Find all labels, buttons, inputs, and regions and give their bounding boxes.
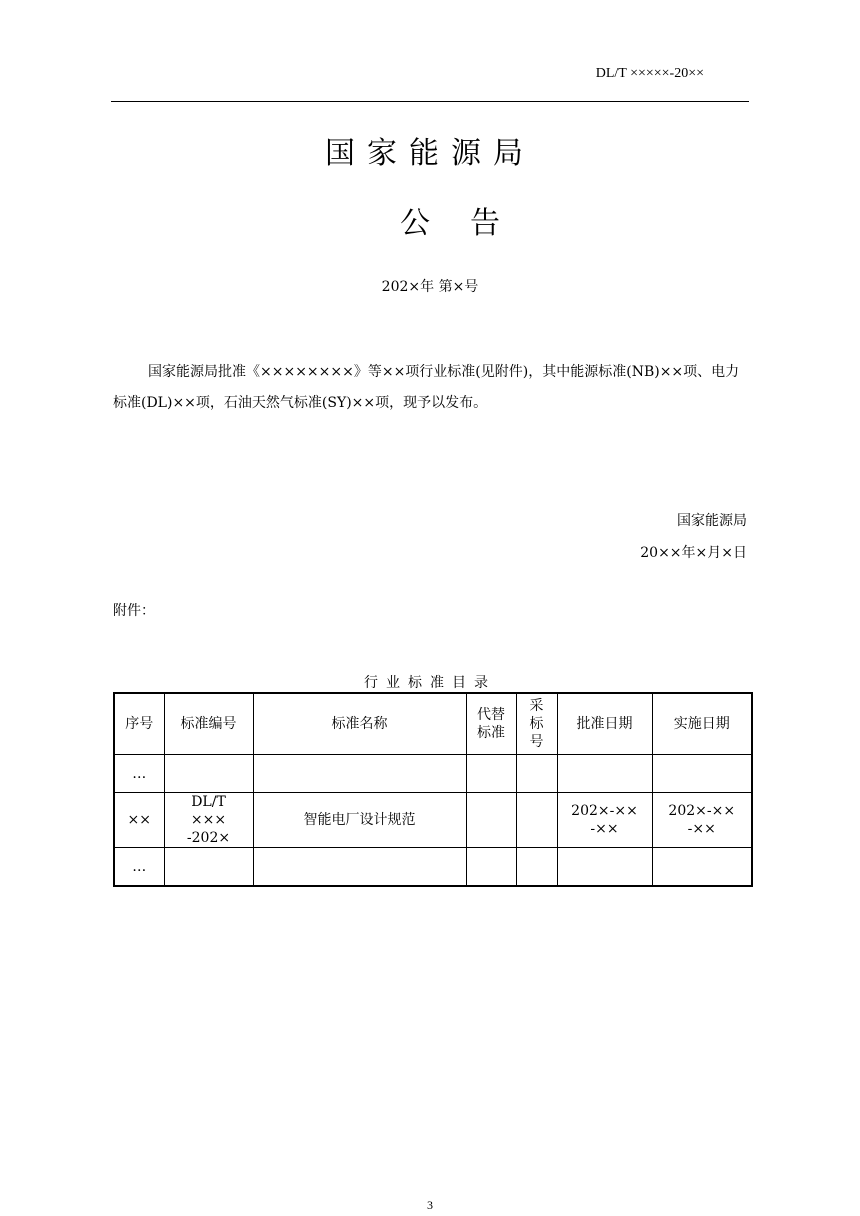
page-number: 3: [427, 1198, 433, 1212]
table-cell: [652, 848, 752, 887]
table-header-row: [114, 693, 752, 755]
table-cell: …: [114, 755, 164, 793]
table-cell: …: [114, 848, 164, 887]
table-cell: [516, 793, 557, 848]
document-subtitle: 公告: [400, 206, 540, 241]
signature-org: 国家能源局: [677, 513, 747, 529]
table-cell: [466, 755, 516, 793]
col-header-effective-date: 实施日期: [652, 693, 752, 755]
table-row: [114, 755, 752, 793]
table-cell: [466, 793, 516, 848]
attachment-label: 附件：: [113, 603, 155, 619]
table-cell: [164, 848, 253, 887]
issue-number: 202×年 第×号: [381, 279, 479, 295]
announcement-body: 国家能源局批准《××××××××》等××项行业标准(见附件)，其中能源标准(NB)××项、电力标准(DL)××项，石油天然气标准(SY)××项，现予以发布。: [113, 364, 740, 411]
table-cell: ××: [114, 793, 164, 848]
table-cell: [516, 755, 557, 793]
table-cell: [466, 848, 516, 887]
table-cell: [253, 848, 466, 887]
col-header-adopted-standard-no: 采标号: [516, 693, 557, 755]
table-row: [114, 793, 752, 848]
document-title: 国家能源局: [325, 136, 535, 171]
table-cell: [253, 755, 466, 793]
table-cell: DL/T ××× -202×: [164, 793, 253, 848]
table-cell: [557, 755, 652, 793]
table-cell: [652, 755, 752, 793]
table-row: [114, 848, 752, 887]
signature-date: 20××年×月×日: [640, 545, 747, 561]
col-header-standard-number: 标准编号: [164, 693, 253, 755]
table-cell: 202×-×× -××: [652, 793, 752, 848]
col-header-replaced-standard: 代替标准: [466, 693, 516, 755]
col-header-standard-name: 标准名称: [253, 693, 466, 755]
table-cell: [164, 755, 253, 793]
table-cell: [516, 848, 557, 887]
table-cell: 202×-×× -××: [557, 793, 652, 848]
header-rule: [111, 101, 749, 102]
table-cell: 智能电厂设计规范: [253, 793, 466, 848]
table-caption: 行业标准目录: [364, 675, 496, 691]
table-cell: [557, 848, 652, 887]
col-header-approval-date: 批准日期: [557, 693, 652, 755]
document-code: DL/T ×××××-20××: [595, 66, 704, 81]
col-header-index: 序号: [114, 693, 164, 755]
standards-catalog-table: [113, 692, 753, 887]
